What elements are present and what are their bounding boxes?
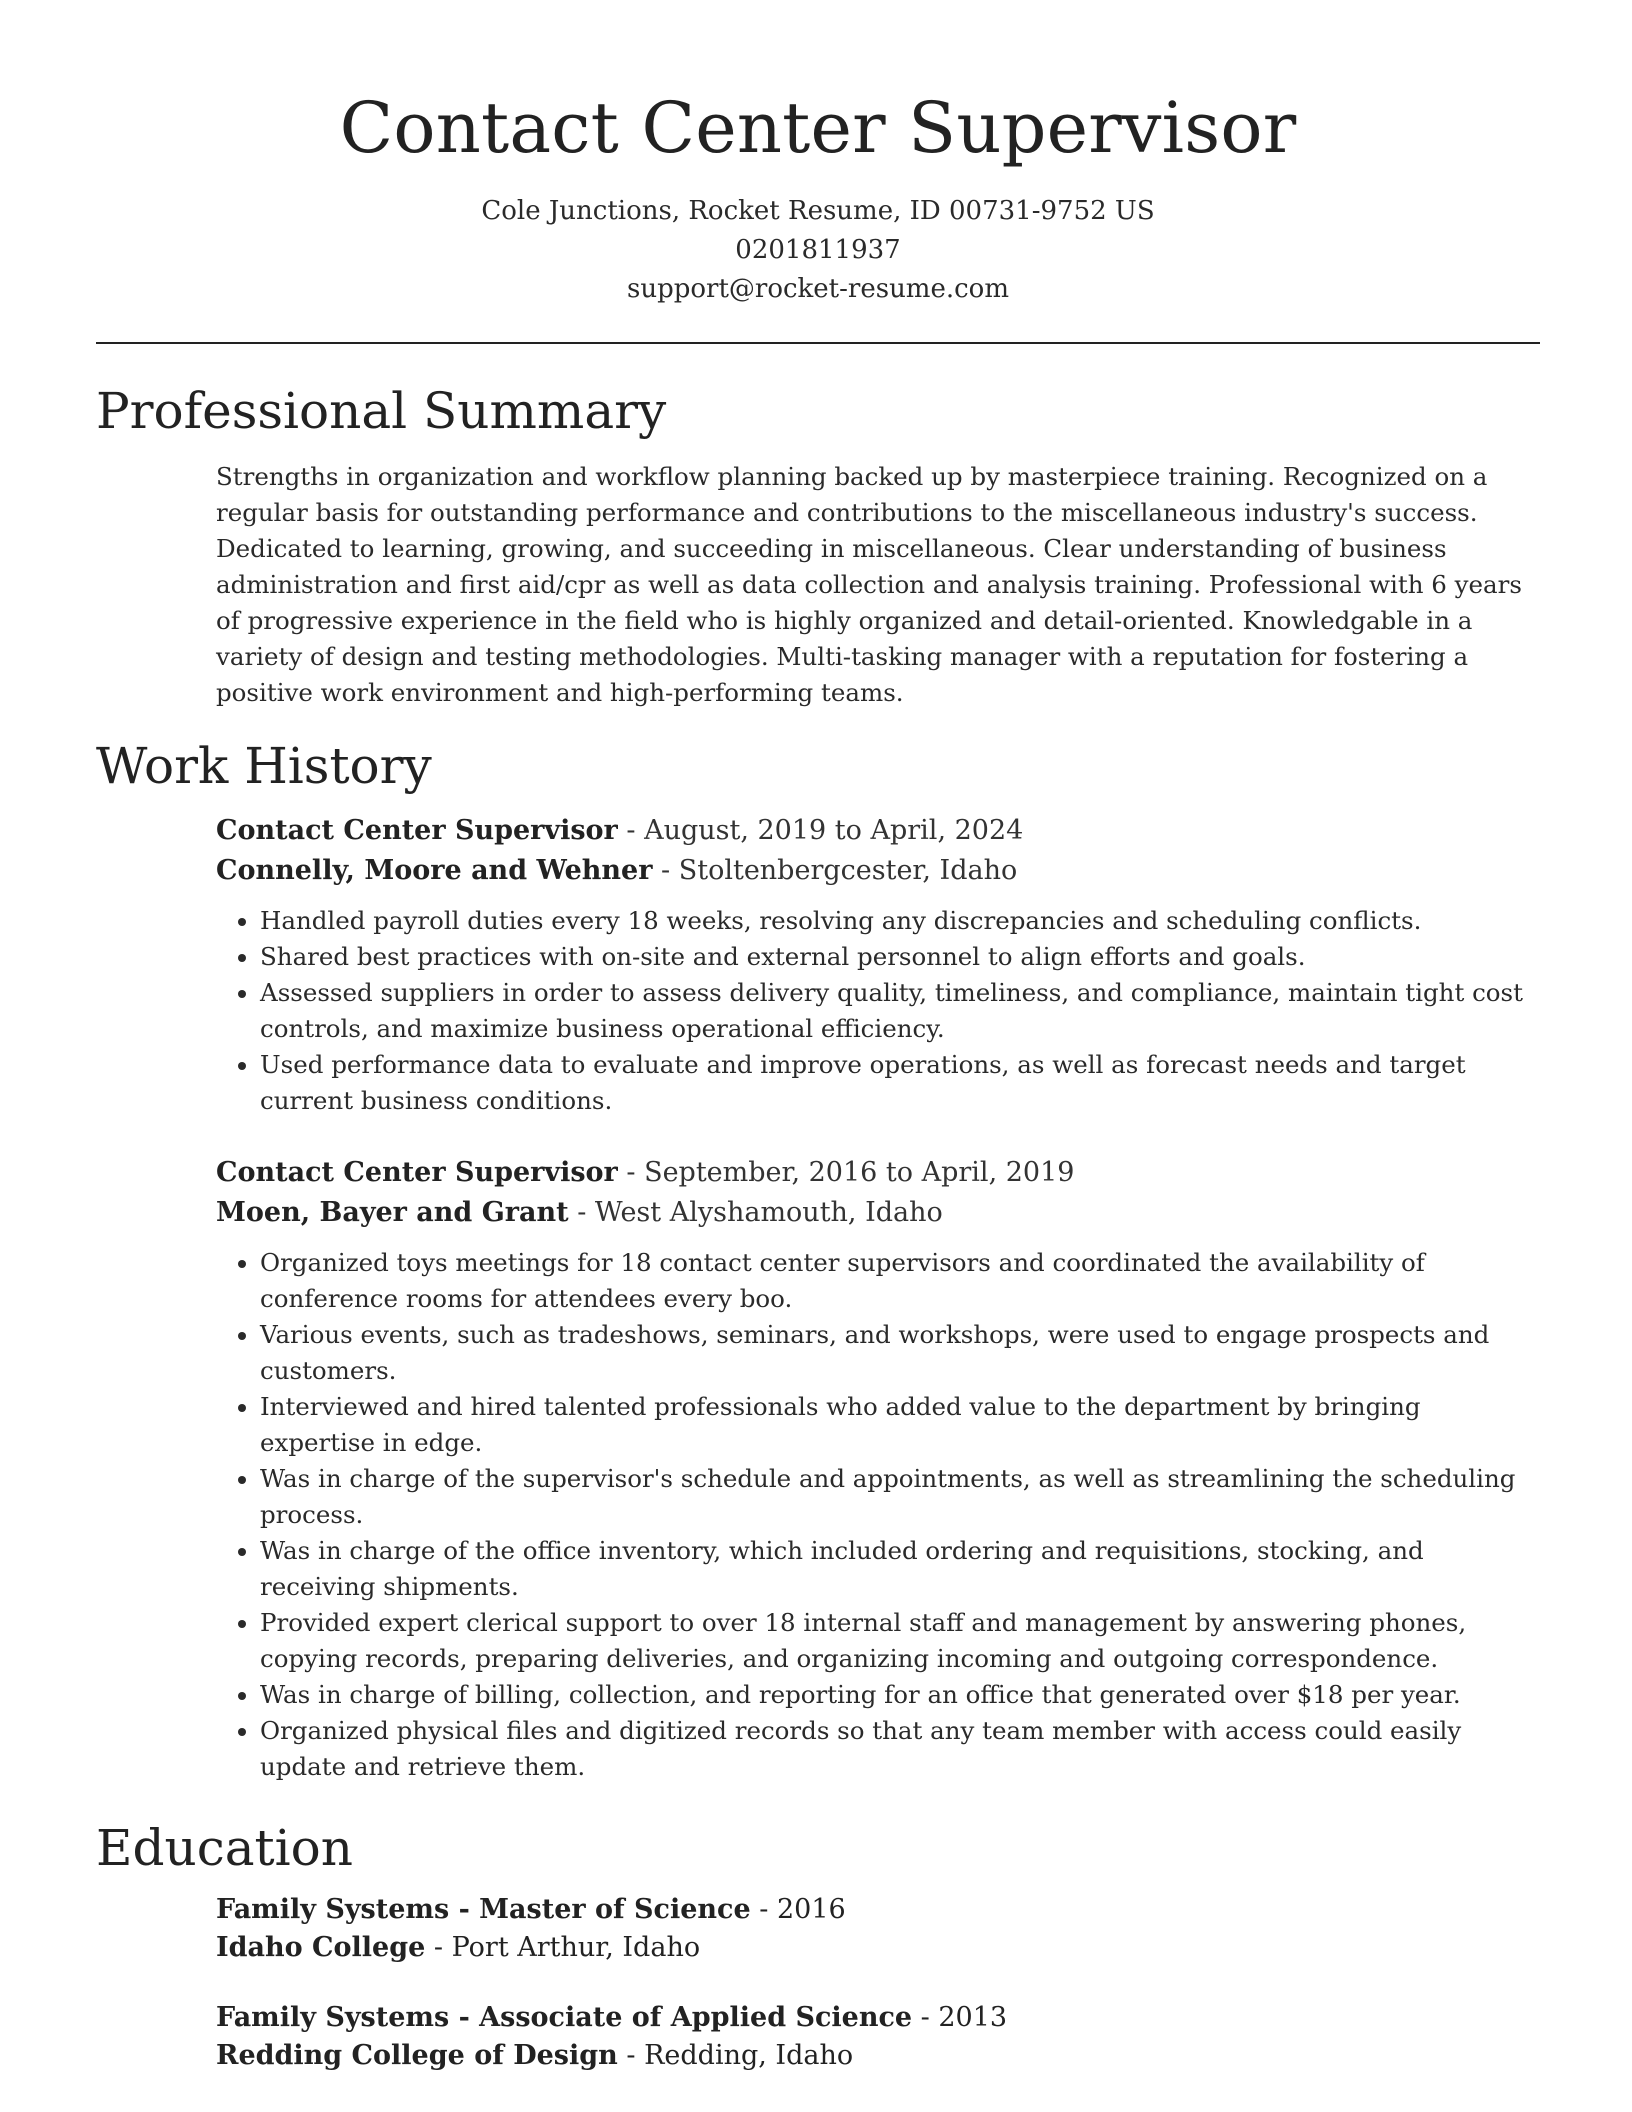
job-company: Connelly, Moore and Wehner: [216, 855, 653, 886]
job-company-line: [216, 1193, 1540, 1233]
list-item: • Organized physical files and digitized records so that any team member with access could easily update and retrieve them.: [260, 1713, 1540, 1785]
contact-email: support@rocket-resume.com: [626, 274, 1009, 304]
education-school-line: [216, 2037, 1540, 2075]
education-field: Family Systems - Associate of Applied Science: [216, 2002, 913, 2033]
list-item: • Assessed suppliers in order to assess delivery quality, timeliness, and compliance, maintain tight cost controls, and maximize business operational efficiency.: [260, 975, 1540, 1047]
summary-block: [216, 459, 1540, 711]
job-dates: - August, 2019 to April, 2024: [617, 815, 1024, 846]
job-location: - West Alyshamouth, Idaho: [568, 1197, 943, 1228]
education-degree-line: [216, 1999, 1540, 2037]
education-entry: [216, 1891, 1540, 1967]
education-school: Redding College of Design: [216, 2040, 618, 2071]
section-title-education: Education: [96, 1819, 353, 1877]
list-item: • Was in charge of billing, collection, and reporting for an office that generated over $18 per year.: [260, 1677, 1540, 1713]
education-field: Family Systems - Master of Science: [216, 1894, 751, 1925]
list-item: • Organized toys meetings for 18 contact center supervisors and coordinated the availability of conference rooms for attendees every boo.: [260, 1245, 1540, 1317]
section-title-work: Work History: [96, 737, 432, 795]
education-entry: [216, 1999, 1540, 2075]
resume-header: [96, 78, 1540, 309]
job-company: Moen, Bayer and Grant: [216, 1197, 569, 1228]
contact-phone: 0201811937: [735, 235, 901, 265]
list-item: • Interviewed and hired talented professionals who added value to the department by bringing expertise in edge.: [260, 1389, 1540, 1461]
job-bullets: [216, 1245, 1540, 1785]
list-item: • Was in charge of the office inventory, which included ordering and requisitions, stocking, and receiving shipments.: [260, 1533, 1540, 1605]
list-item: • Various events, such as tradeshows, seminars, and workshops, were used to engage prospects and customers.: [260, 1317, 1540, 1389]
job-role: Contact Center Supervisor: [216, 1157, 618, 1188]
list-item: • Handled payroll duties every 18 weeks, resolving any discrepancies and scheduling conflicts.: [260, 903, 1540, 939]
job-entry: [216, 1153, 1540, 1785]
list-item: • Used performance data to evaluate and improve operations, as well as forecast needs and target current business conditions.: [260, 1047, 1540, 1119]
section-title-summary: Professional Summary: [96, 382, 667, 440]
education-school-line: [216, 1929, 1540, 1967]
contact-address: Cole Junctions, Rocket Resume, ID 00731-9752 US: [481, 196, 1155, 226]
job-title-line: [216, 811, 1540, 851]
job-role: Contact Center Supervisor: [216, 815, 618, 846]
education-year: - 2016: [750, 1894, 846, 1925]
education-year: - 2013: [912, 2002, 1008, 2033]
job-company-line: [216, 851, 1540, 891]
job-dates: - September, 2016 to April, 2019: [617, 1157, 1075, 1188]
job-bullets: [216, 903, 1540, 1119]
list-item: • Shared best practices with on-site and external personnel to align efforts and goals.: [260, 939, 1540, 975]
candidate-name: Contact Center Supervisor: [339, 87, 1297, 169]
header-divider: [96, 342, 1540, 344]
list-item: • Provided expert clerical support to over 18 internal staff and management by answering phones, copying records, preparing deliveries, and organizing incoming and outgoing correspondence.: [260, 1605, 1540, 1677]
summary-text: Strengths in organization and workflow planning backed up by masterpiece training. Recognized on a regular basis for outstanding performance and contributions to the miscellaneous industry's success. Dedicated to learning, growing, and succeeding in miscellaneous. Clear understanding of business administration and first aid/cpr as well as data collection and analysis training. Professional with 6 years of progressive experience in the field who is highly organized and detail-oriented. Knowledgable in a variety of design and testing methodologies. Multi-tasking manager with a reputation for fostering a positive work environment and high-performing teams.: [216, 462, 1522, 707]
education-location: - Redding, Idaho: [617, 2040, 854, 2071]
education-degree-line: [216, 1891, 1540, 1929]
job-entry: [216, 811, 1540, 1119]
education-location: - Port Arthur, Idaho: [425, 1932, 701, 1963]
job-location: - Stoltenbergcester, Idaho: [652, 855, 1018, 886]
education-school: Idaho College: [216, 1932, 426, 1963]
list-item: • Was in charge of the supervisor's schedule and appointments, as well as streamlining the scheduling process.: [260, 1461, 1540, 1533]
job-title-line: [216, 1153, 1540, 1193]
